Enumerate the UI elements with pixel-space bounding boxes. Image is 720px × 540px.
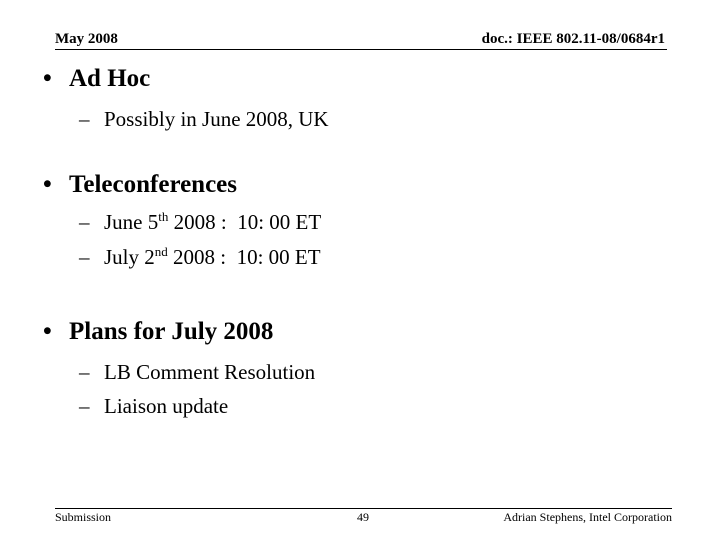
dash: –	[79, 107, 90, 131]
sub-item-text: 2008 : 10: 00 ET	[167, 245, 321, 269]
sub-item	[79, 210, 321, 235]
dash: –	[79, 394, 90, 418]
bullet-teleconferences	[43, 171, 237, 199]
footer-author: Adrian Stephens, Intel Corporation	[503, 510, 672, 524]
dash: –	[79, 210, 90, 234]
header-doc-id: doc.: IEEE 802.11-08/0684r1	[481, 31, 665, 47]
bullet-dot: •	[43, 171, 52, 198]
sub-item-text: 2008 : 10: 00 ET	[168, 210, 322, 234]
bullet-dot: •	[43, 318, 52, 345]
sub-item	[79, 360, 315, 385]
bullet-title: Teleconferences	[69, 171, 238, 198]
bullet-title: Plans for July 2008	[69, 318, 274, 345]
footer-rule	[55, 508, 672, 509]
bullet-title: Ad Hoc	[69, 65, 151, 92]
sub-item	[79, 394, 228, 419]
header-rule	[55, 49, 667, 50]
ordinal-suffix: th	[158, 209, 169, 224]
header-date: May 2008	[55, 31, 118, 47]
sub-item-text: LB Comment Resolution	[104, 360, 316, 384]
bullet-dot: •	[43, 65, 52, 92]
sub-item-text: June 5	[104, 210, 159, 234]
bullet-plans	[43, 318, 273, 346]
sub-item-text: July 2	[104, 245, 155, 269]
footer-page-number: 49	[357, 510, 369, 524]
sub-item	[79, 245, 321, 270]
sub-item-text: Liaison update	[104, 394, 229, 418]
sub-item-text: Possibly in June 2008, UK	[104, 107, 329, 131]
sub-item	[79, 107, 329, 132]
bullet-ad-hoc	[43, 65, 150, 93]
dash: –	[79, 245, 90, 269]
ordinal-suffix: nd	[154, 244, 168, 259]
footer-submission: Submission	[55, 510, 112, 524]
dash: –	[79, 360, 90, 384]
